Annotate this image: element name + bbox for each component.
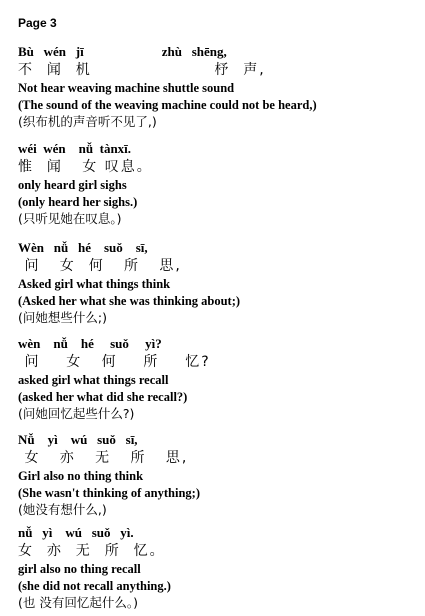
- pinyin-line: Nǚ yì wú suǒ sī,: [18, 432, 138, 447]
- gloss-line: girl also no thing recall: [18, 562, 141, 576]
- translation-line: (Asked her what she was thinking about;): [18, 294, 241, 308]
- chinese-translation-line: (只听见她在叹息。): [18, 211, 122, 226]
- translation-line: (She wasn't thinking of anything;): [18, 486, 200, 500]
- gloss-line: asked girl what things recall: [18, 373, 169, 387]
- chinese-translation-line: (也 没有回忆起什么。): [18, 595, 138, 610]
- gloss-line: Girl also no thing think: [18, 469, 144, 483]
- translation-line: (she did not recall anything.): [18, 579, 171, 593]
- pinyin-line: Wèn nǚ hé suǒ sī,: [18, 240, 148, 255]
- translation-line: (The sound of the weaving machine could not be heard,): [18, 98, 317, 112]
- chinese-translation-line: (问她回忆起些什么?): [18, 406, 135, 421]
- translation-line: (only heard her sighs.): [18, 195, 138, 209]
- gloss-line: only heard girl sighs: [18, 178, 127, 192]
- hanzi-line: 不 闻 机 杼 声,: [18, 62, 266, 78]
- chinese-translation-line: (织布机的声音听不见了,): [18, 114, 157, 129]
- pinyin-line: wèn nǚ hé suǒ yì?: [18, 336, 162, 351]
- hanzi-line: 女 亦 无 所 思,: [18, 450, 189, 466]
- hanzi-line: 问 女 何 所 思,: [18, 258, 182, 274]
- hanzi-line: 问 女 何 所 忆?: [18, 354, 211, 370]
- pinyin-line: nǚ yì wú suǒ yì.: [18, 525, 134, 540]
- hanzi-line: 惟 闻 女 叹息。: [18, 159, 153, 175]
- pinyin-line: wéi wén nǚ tànxī.: [18, 141, 132, 156]
- hanzi-line: 女 亦 无 所 忆。: [18, 543, 166, 559]
- pinyin-line: Bù wén jī zhù shēng,: [18, 44, 227, 59]
- translation-line: (asked her what did she recall?): [18, 390, 188, 404]
- chinese-translation-line: (问她想些什么;): [18, 310, 107, 325]
- page-label: Page 3: [18, 16, 57, 30]
- gloss-line: Asked girl what things think: [18, 277, 171, 291]
- gloss-line: Not hear weaving machine shuttle sound: [18, 81, 235, 95]
- chinese-translation-line: (她没有想什么,): [18, 502, 107, 517]
